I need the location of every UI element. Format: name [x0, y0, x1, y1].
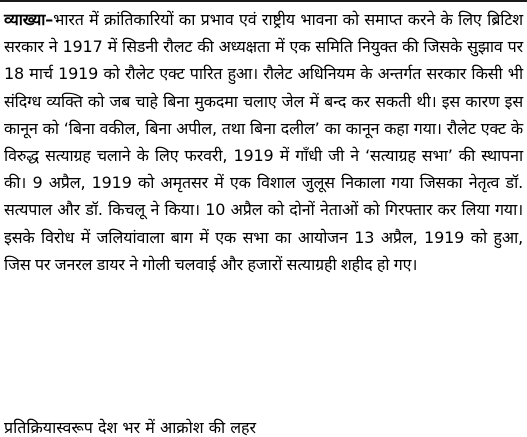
explanation-body: भारत में क्रांतिकारियों का प्रभाव एवं राष्ट्रीय भावना को समाप्त करने के लिए ब्रिटिश सरकार ने 1917 में सिडनी रौलट की अध्यक्षता में एक समिति नियुक्त की जिसके सुझाव पर 18 मार्च 1919 को रौलेट एक्ट पारित हुआ। रौलेट अधिनियम के अन्तर्गत सरकार किसी भी संदिग्ध व्यक्ति को जब चाहे बिना मुकदमा चलाए जेल में बन्द कर सकती थी। इस कारण इस कानून को ‘बिना वकील, बिना अपील, तथा बिना दलील’ का कानून कहा गया। रौलेट एक्ट के विरुद्ध सत्याग्रह चलाने के लिए फरवरी, 1919 में गाँधी जी ने ‘सत्याग्रह सभा’ की स्थापना की। 9 अप्रैल, 1919 को अमृतसर में एक विशाल जुलूस निकाला गया जिसका नेतृत्व डॉ. सत्यपाल और डॉ. किचलू ने किया। 10 अप्रैल को दोनों नेताओं को गिरफ्तार कर लिया गया। इसके विरोध में जलियांवाला बाग में एक सभा का आयोजन 13 अप्रैल, 1919 को हुआ, जिस पर जनरल डायर ने गोली चलवाई और हजारों सत्याग्रही शहीद हो गए।: [4, 10, 523, 274]
explanation-paragraph: [4, 6, 523, 278]
explanation-heading: व्याख्या–: [4, 10, 54, 29]
top-border-line: [0, 0, 527, 2]
cut-off-next-line: प्रतिक्रियास्वरूप देश भर में आक्रोश की लहर: [4, 418, 257, 437]
